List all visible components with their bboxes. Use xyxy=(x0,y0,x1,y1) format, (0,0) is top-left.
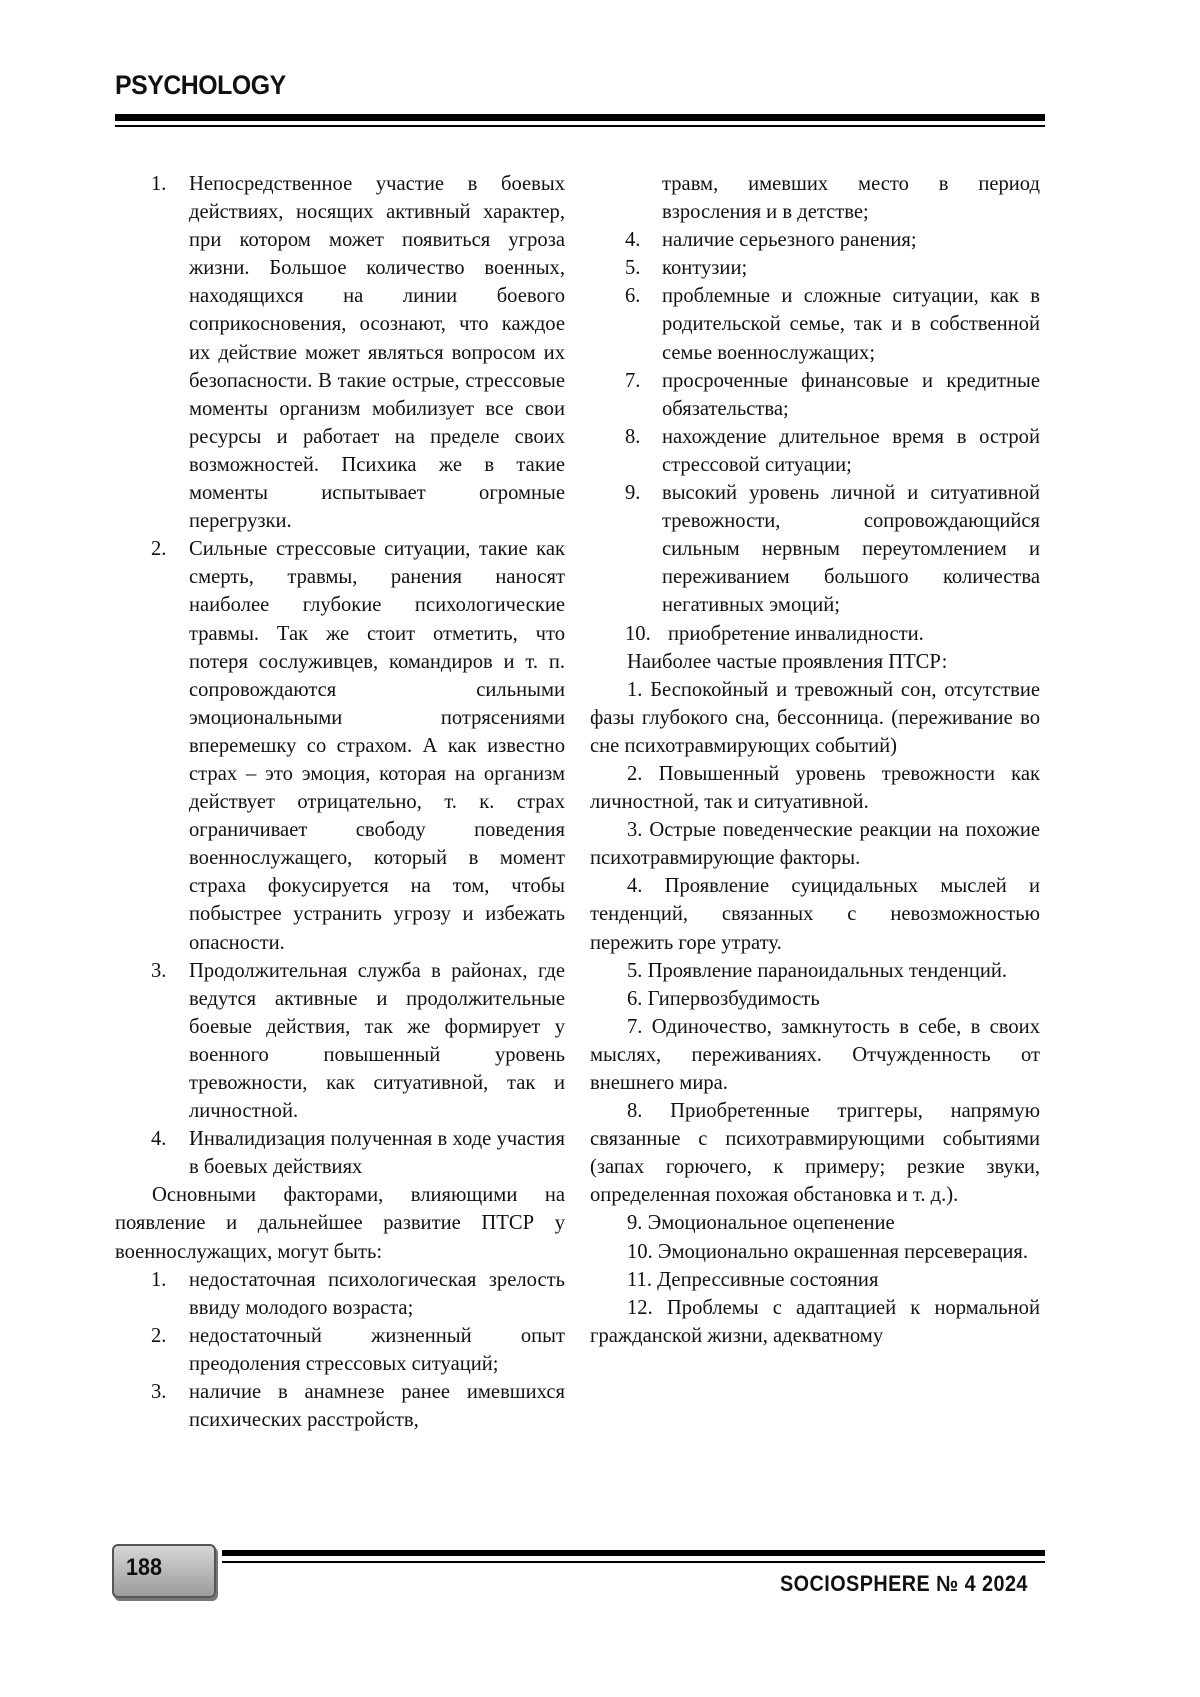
manifestation-item: 5. Проявление параноидальных тенденций. xyxy=(627,959,1008,982)
risk-factors-list xyxy=(115,1266,565,1435)
list-item: 7. просроченные финансовые и кредитные обязательства; xyxy=(625,369,1040,420)
manifestation-item: 2. Повышенный уровень тревожности как личностной, так и ситуативной. xyxy=(590,762,1040,814)
manifestation-item: 7. Одиночество, замкнутость в себе, в своих мыслях, переживаниях. Отчужденность от внешнего мира. xyxy=(590,1015,1040,1094)
page-number: 188 xyxy=(126,1554,163,1581)
manifestation-item: 10. Эмоционально окрашенная персеверация. xyxy=(627,1240,1029,1263)
list-item: 1. недостаточная психологическая зрелость ввиду молодого возраста; xyxy=(151,1268,565,1319)
manifestation-item: 3. Острые поведенческие реакции на похожие психотравмирующие факторы. xyxy=(590,819,1040,870)
list-item: 4. наличие серьезного ранения; xyxy=(625,229,917,252)
risk-factors-list-continued xyxy=(590,226,1040,647)
manifestation-item: 11. Депрессивные состояния xyxy=(627,1268,879,1291)
manifestation-item: 6. Гипервозбудимость xyxy=(627,987,820,1010)
right-column xyxy=(590,170,1040,1350)
list-item: 5. контузии; xyxy=(625,257,748,280)
manifestations-heading: Наиболее частые проявления ПТСР: xyxy=(627,650,948,673)
list-item: 6. проблемные и сложные ситуации, как в родительской семье, так и в собственной семье военнослужащих; xyxy=(625,285,1040,364)
manifestation-item: 8. Приобретенные триггеры, напрямую связанные с психотравмирующими событиями (запах горючего, к примеру; резкие звуки, определенная похожая обстановка и т. д.). xyxy=(590,1100,1040,1207)
list-item: 10. приобретение инвалидности. xyxy=(625,622,924,645)
manifestation-item: 1. Беспокойный и тревожный сон, отсутствие фазы глубокого сна, бессонница. (переживание во сне психотравмирующих событий) xyxy=(590,678,1040,757)
page-number-badge xyxy=(112,1544,216,1598)
manifestation-item: 12. Проблемы с адаптацией к нормальной гражданской жизни, адекватному xyxy=(590,1296,1040,1347)
list-item: 8. нахождение длительное время в острой стрессовой ситуации; xyxy=(625,425,1040,476)
journal-issue: SOCIOSPHERE № 4 2024 xyxy=(780,1571,1028,1596)
header-rule-thick xyxy=(115,114,1045,121)
section-title: PSYCHOLOGY xyxy=(115,70,286,100)
list-item: 3. Продолжительная служба в районах, где ведутся активные и продолжительные боевые действия, так же формирует у военного повышенный уровень тревожности, как ситуативной, так и личностной. xyxy=(151,959,565,1123)
list-item: 2. Сильные стрессовые ситуации, такие как смерть, травмы, ранения наносят наиболее глубокие психологические травмы. Так же стоит отметить, что потеря сослуживцев, командиров и т. п. сопровождаются сильными эмоциональными потрясениями вперемешку со страхом. А как известно страх – это эмоция, которая на организм действует отрицательно, т. к. страх ограничивает свободу поведения военнослужащего, который в момент страха фокусируется на том, чтобы побыстрее устранить угрозу и избежать опасности. xyxy=(151,538,565,954)
manifestation-item: 4. Проявление суицидальных мыслей и тенденций, связанных с невозможностью пережить горе утрату. xyxy=(590,875,1040,954)
left-column xyxy=(115,170,565,1434)
list-item: 2. недостаточный жизненный опыт преодоления стрессовых ситуаций; xyxy=(151,1324,565,1375)
list-continuation: травм, имевших место в период взросления и в детстве; xyxy=(662,173,1040,224)
trauma-factors-list xyxy=(115,170,565,1181)
list-item: 9. высокий уровень личной и ситуативной тревожности, сопровождающийся сильным нервным переутомлением и переживанием большого количества негативных эмоций; xyxy=(625,482,1040,617)
body-paragraph: Основными факторами, влияющими на появление и дальнейшее развитие ПТСР у военнослужащих, могут быть: xyxy=(115,1184,565,1263)
header-rule-thin xyxy=(115,125,1045,127)
list-item: 1. Непосредственное участие в боевых действиях, носящих активный характер, при котором может появиться угроза жизни. Большое количество военных, находящихся на линии боевого соприкосновения, осознают, что каждое их действие может являться вопросом их безопасности. В такие острые, стрессовые моменты организм мобилизует все свои ресурсы и работает на пределе своих возможностей. Психика же в такие моменты испытывает огромные перегрузки. xyxy=(151,173,565,533)
manifestation-item: 9. Эмоциональное оцепенение xyxy=(627,1212,895,1235)
footer-rule-thick xyxy=(222,1550,1045,1556)
list-item: 3. наличие в анамнезе ранее имевшихся психических расстройств, xyxy=(151,1381,565,1432)
footer-rule-thin xyxy=(222,1561,1045,1563)
list-item: 4. Инвалидизация полученная в ходе участия в боевых действиях xyxy=(151,1128,565,1179)
